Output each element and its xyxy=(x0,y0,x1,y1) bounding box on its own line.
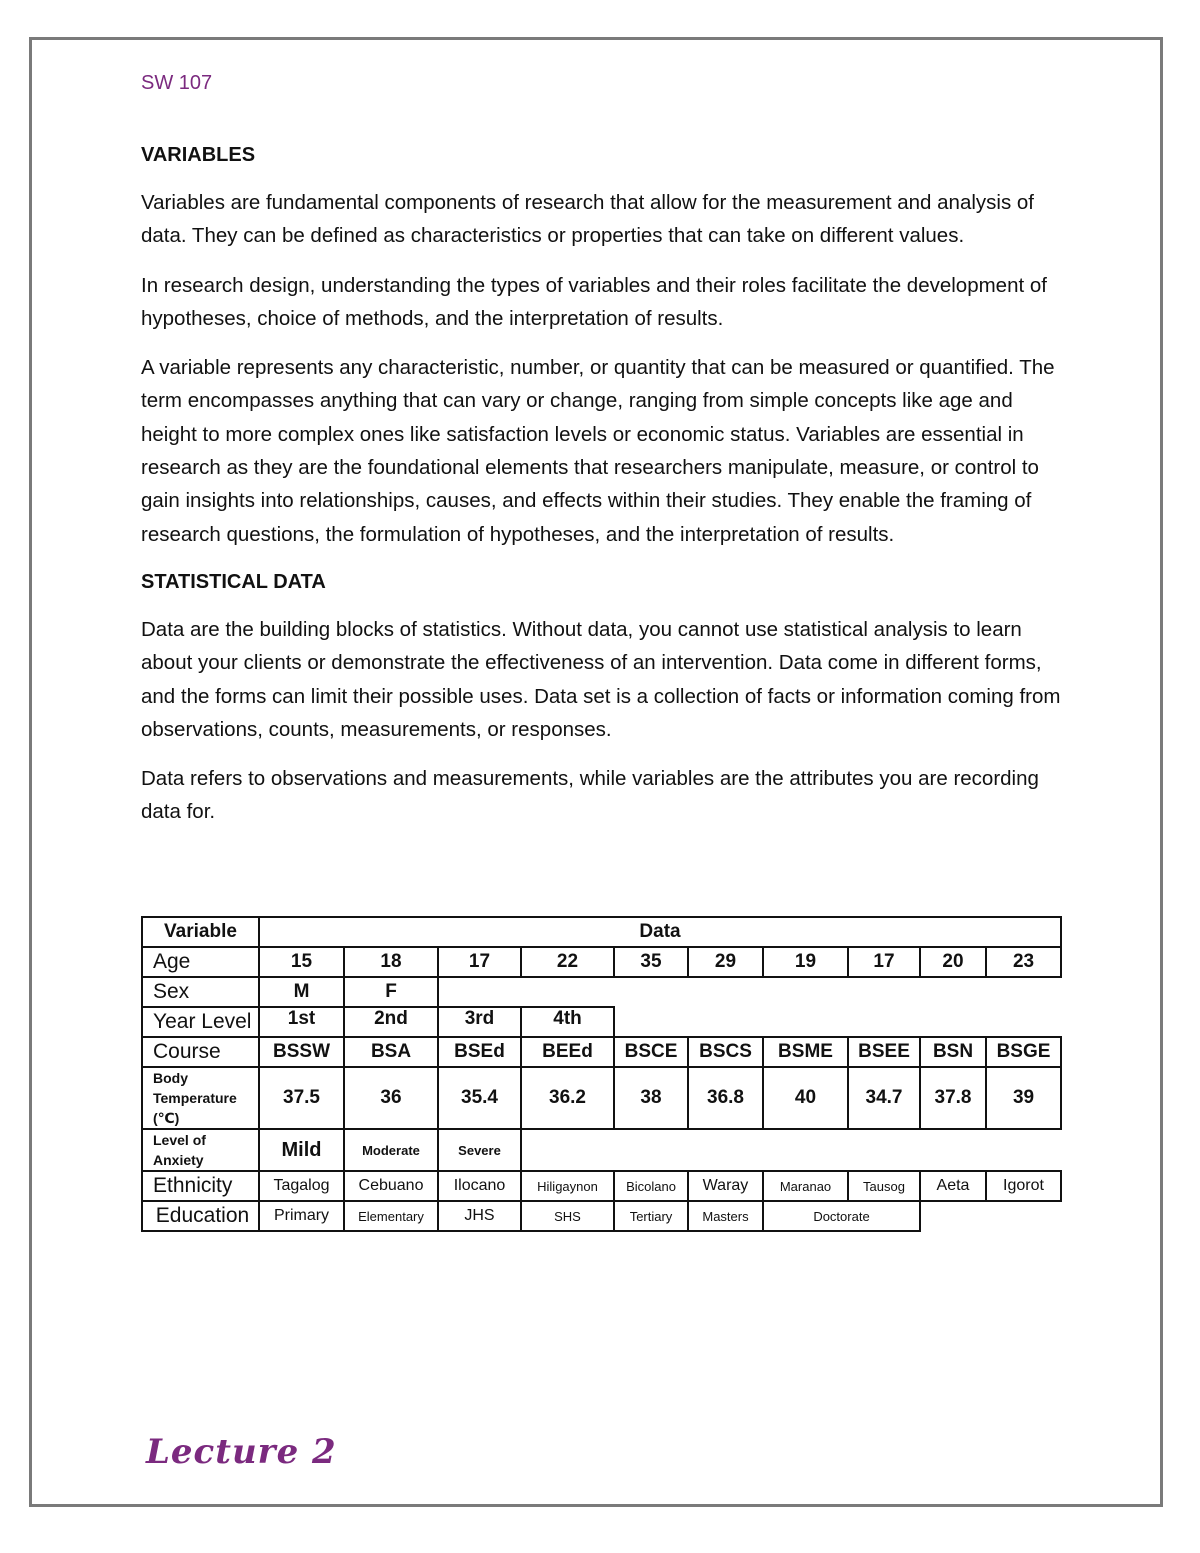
table-cell: Mild xyxy=(259,1129,344,1171)
table-cell: 34.7 xyxy=(848,1067,920,1129)
table-cell: Maranao xyxy=(763,1171,848,1201)
table-cell: 36.2 xyxy=(521,1067,614,1129)
table-cell: F xyxy=(344,977,438,1007)
table-cell: Aeta xyxy=(920,1171,986,1201)
table-cell: BSA xyxy=(344,1037,438,1067)
table-cell: 37.5 xyxy=(259,1067,344,1129)
table-cell: 15 xyxy=(259,947,344,977)
row-label-course: Course xyxy=(142,1037,259,1067)
lecture-label: Lecture 2 xyxy=(146,1432,337,1472)
table-cell: BSME xyxy=(763,1037,848,1067)
table-row-sex xyxy=(142,977,1061,1007)
table-row-education xyxy=(142,1201,1061,1231)
table-row-age xyxy=(142,947,1061,977)
table-row-course xyxy=(142,1037,1061,1067)
row-label-year-level: Year Level xyxy=(142,1007,259,1037)
table-cell: 23 xyxy=(986,947,1061,977)
table-cell: Cebuano xyxy=(344,1171,438,1201)
table-cell: 19 xyxy=(763,947,848,977)
table-cell: Moderate xyxy=(344,1129,438,1171)
table-cell: BSEd xyxy=(438,1037,521,1067)
table-cell: Doctorate xyxy=(763,1201,920,1231)
statistical-data-paragraph-2: Data refers to observations and measurements, while variables are the attributes you are recording data for. xyxy=(141,767,1039,824)
row-label-body-temperature: Body Temperature (℃) xyxy=(142,1067,259,1129)
table-cell: Ilocano xyxy=(438,1171,521,1201)
table-cell: Severe xyxy=(438,1129,521,1171)
variables-paragraph-2: In research design, understanding the types of variables and their roles facilitate the development of hypotheses, choice of methods, and the interpretation of results. xyxy=(141,273,1047,330)
table-cell: 4th xyxy=(521,1007,614,1037)
empty-cell xyxy=(438,977,1061,1007)
table-cell: 36 xyxy=(344,1067,438,1129)
table-cell: 40 xyxy=(763,1067,848,1129)
header-variable: Variable xyxy=(142,917,259,947)
document-body xyxy=(141,140,1066,845)
table-cell: BSSW xyxy=(259,1037,344,1067)
table-cell: 35.4 xyxy=(438,1067,521,1129)
table-cell: 22 xyxy=(521,947,614,977)
table-cell: 17 xyxy=(438,947,521,977)
variables-paragraph-3: A variable represents any characteristic, number, or quantity that can be measured or quantified. The term encompasses anything that can vary or change, ranging from simple concepts like age and height to more complex ones like satisfaction levels or economic status. Variables are essential in research as they are the foundational elements that researchers manipulate, measure, or control to gain insights into relationships, causes, and effects within their studies. They enable the framing of research questions, the formulation of hypotheses, and the interpretation of results. xyxy=(141,356,1055,546)
table-header-row xyxy=(142,917,1061,947)
empty-cell xyxy=(920,1201,1061,1231)
variable-data-table xyxy=(141,916,1062,1232)
row-label-level-of-anxiety: Level of Anxiety xyxy=(142,1129,259,1171)
empty-cell xyxy=(521,1129,1061,1171)
table-cell: Tausog xyxy=(848,1171,920,1201)
statistical-data-heading: STATISTICAL DATA xyxy=(141,570,326,593)
table-row-level-of-anxiety xyxy=(142,1129,1061,1171)
table-cell: Elementary xyxy=(344,1201,438,1231)
table-cell: 18 xyxy=(344,947,438,977)
variables-heading: VARIABLES xyxy=(141,144,256,166)
table-cell: Tagalog xyxy=(259,1171,344,1201)
table-cell: 1st xyxy=(259,1007,344,1037)
table-row-body-temperature xyxy=(142,1067,1061,1129)
row-label-sex: Sex xyxy=(142,977,259,1007)
table-cell: 38 xyxy=(614,1067,688,1129)
table-cell: 3rd xyxy=(438,1007,521,1037)
table-cell: Waray xyxy=(688,1171,763,1201)
row-label-age: Age xyxy=(142,947,259,977)
header-data: Data xyxy=(259,917,1061,947)
table-cell: SHS xyxy=(521,1201,614,1231)
table-cell: 39 xyxy=(986,1067,1061,1129)
table-row-year-level xyxy=(142,1007,1061,1037)
table-cell: BSCS xyxy=(688,1037,763,1067)
course-code: SW 107 xyxy=(141,72,213,94)
table-cell: Igorot xyxy=(986,1171,1061,1201)
table-cell: 36.8 xyxy=(688,1067,763,1129)
table-cell: JHS xyxy=(438,1201,521,1231)
table-cell: 20 xyxy=(920,947,986,977)
row-label-education: Education xyxy=(142,1201,259,1231)
variables-paragraph-1: Variables are fundamental components of research that allow for the measurement and analysis of data. They can be defined as characteristics or properties that can take on different values. xyxy=(141,191,1035,248)
table-cell: Bicolano xyxy=(614,1171,688,1201)
table-cell: BSEE xyxy=(848,1037,920,1067)
table-cell: 29 xyxy=(688,947,763,977)
empty-cell xyxy=(614,1007,1061,1037)
table-cell: M xyxy=(259,977,344,1007)
statistical-data-paragraph-1: Data are the building blocks of statistics. Without data, you cannot use statistical analysis to learn about your clients or demonstrate the effectiveness of an intervention. Data come in different forms, and the forms can limit their possible uses. Data set is a collection of facts or information coming from observations, counts, measurements, or responses. xyxy=(141,617,1061,741)
table-cell: 2nd xyxy=(344,1007,438,1037)
table-cell: Tertiary xyxy=(614,1201,688,1231)
table-cell: 35 xyxy=(614,947,688,977)
table-cell: 37.8 xyxy=(920,1067,986,1129)
table-cell: Hiligaynon xyxy=(521,1171,614,1201)
table-cell: BSN xyxy=(920,1037,986,1067)
table-cell: BSGE xyxy=(986,1037,1061,1067)
table-cell: Primary xyxy=(259,1201,344,1231)
table-cell: BSCE xyxy=(614,1037,688,1067)
table-cell: 17 xyxy=(848,947,920,977)
table-cell: Masters xyxy=(688,1201,763,1231)
row-label-ethnicity: Ethnicity xyxy=(142,1171,259,1201)
table-cell: BEEd xyxy=(521,1037,614,1067)
table-row-ethnicity xyxy=(142,1171,1061,1201)
